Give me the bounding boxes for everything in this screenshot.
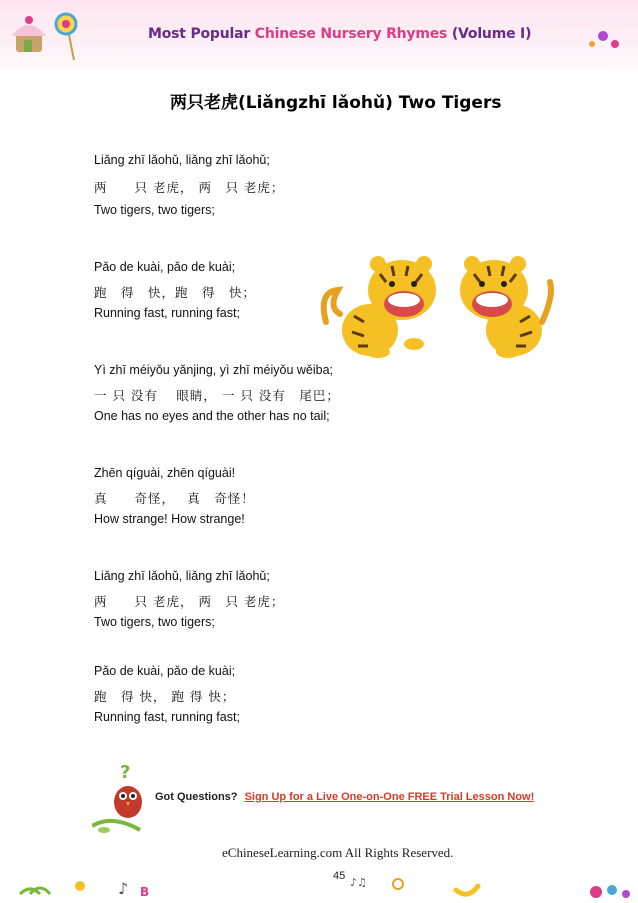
stanza-2-pinyin: Pǎo de kuài, pǎo de kuài; — [94, 260, 236, 274]
svg-text:♪: ♪ — [118, 879, 129, 898]
copyright-text: eChineseLearning.com All Rights Reserved. — [222, 845, 454, 860]
tiger-left-icon — [324, 256, 436, 358]
stanza-6-pinyin: Pǎo de kuài, pǎo de kuài; — [94, 664, 236, 678]
stanza-4-pinyin: Zhēn qíguài, zhēn qíguài! — [94, 466, 236, 480]
got-questions-label: Got Questions? — [155, 791, 238, 803]
stanza-4-english: How strange! How strange! — [94, 512, 245, 526]
stanza-3-pinyin: Yì zhī méiyǒu yǎnjing, yì zhī méiyǒu wěiba; — [94, 363, 334, 377]
banner-title-part3: (Volume I) — [447, 26, 532, 42]
owl-icon — [92, 760, 152, 840]
stanza-1-english: Two tigers, two tigers; — [94, 203, 215, 217]
tiger-right-icon — [460, 256, 551, 358]
candy-bottom-icon — [590, 885, 630, 898]
banner-title — [148, 26, 531, 42]
footer-decoration — [0, 872, 638, 903]
svg-text:B: B — [140, 885, 150, 899]
stanza-1-hanzi: 两 只 老虎， 两 只 老虎； — [94, 180, 285, 195]
svg-text:?: ? — [120, 762, 131, 783]
svg-text:♪♫: ♪♫ — [350, 876, 367, 889]
banana-icon — [456, 886, 478, 894]
sprout-icon — [20, 888, 50, 894]
stanza-1-pinyin: Liǎng zhī lǎohǔ, liǎng zhī lǎohǔ; — [94, 153, 270, 167]
banner-title-part1: Most Popular — [148, 26, 255, 42]
footer-cta — [155, 791, 534, 803]
stanza-5-pinyin: Liǎng zhī lǎohǔ, liǎng zhī lǎohǔ; — [94, 569, 270, 583]
stanza-6-hanzi: 跑 得 快， 跑 得 快； — [94, 689, 236, 704]
page-title: 两只老虎(Liǎngzhī lǎohǔ) Two Tigers — [170, 93, 502, 113]
page-number: 45 — [333, 870, 346, 882]
lollipop-icon — [56, 14, 76, 60]
candy-icon — [589, 31, 619, 48]
stanza-3-english: One has no eyes and the other has no tail; — [94, 409, 330, 423]
stanza-5-hanzi: 两 只 老虎， 两 只 老虎； — [94, 594, 285, 609]
stanza-4-hanzi: 真 奇怪， 真 奇怪！ — [94, 491, 255, 506]
sparkle-icon — [75, 881, 85, 891]
stanza-2-hanzi: 跑 得 快，跑 得 快； — [94, 285, 257, 300]
stanza-6-english: Running fast, running fast; — [94, 710, 240, 724]
two-tigers-illustration — [318, 252, 558, 362]
stanza-5-english: Two tigers, two tigers; — [94, 615, 215, 629]
cupcake-icon — [12, 16, 46, 52]
stanza-3-hanzi: 一 只 没有 眼睛， 一 只 没有 尾巴； — [94, 388, 340, 403]
banner-title-part2: Chinese Nursery Rhymes — [254, 26, 448, 42]
music-note-icon — [118, 879, 149, 899]
stanza-2-english: Running fast, running fast; — [94, 306, 240, 320]
music-notes-small-icon — [350, 876, 403, 889]
trial-lesson-link[interactable]: Sign Up for a Live One-on-One FREE Trial Lesson Now! — [244, 791, 535, 803]
